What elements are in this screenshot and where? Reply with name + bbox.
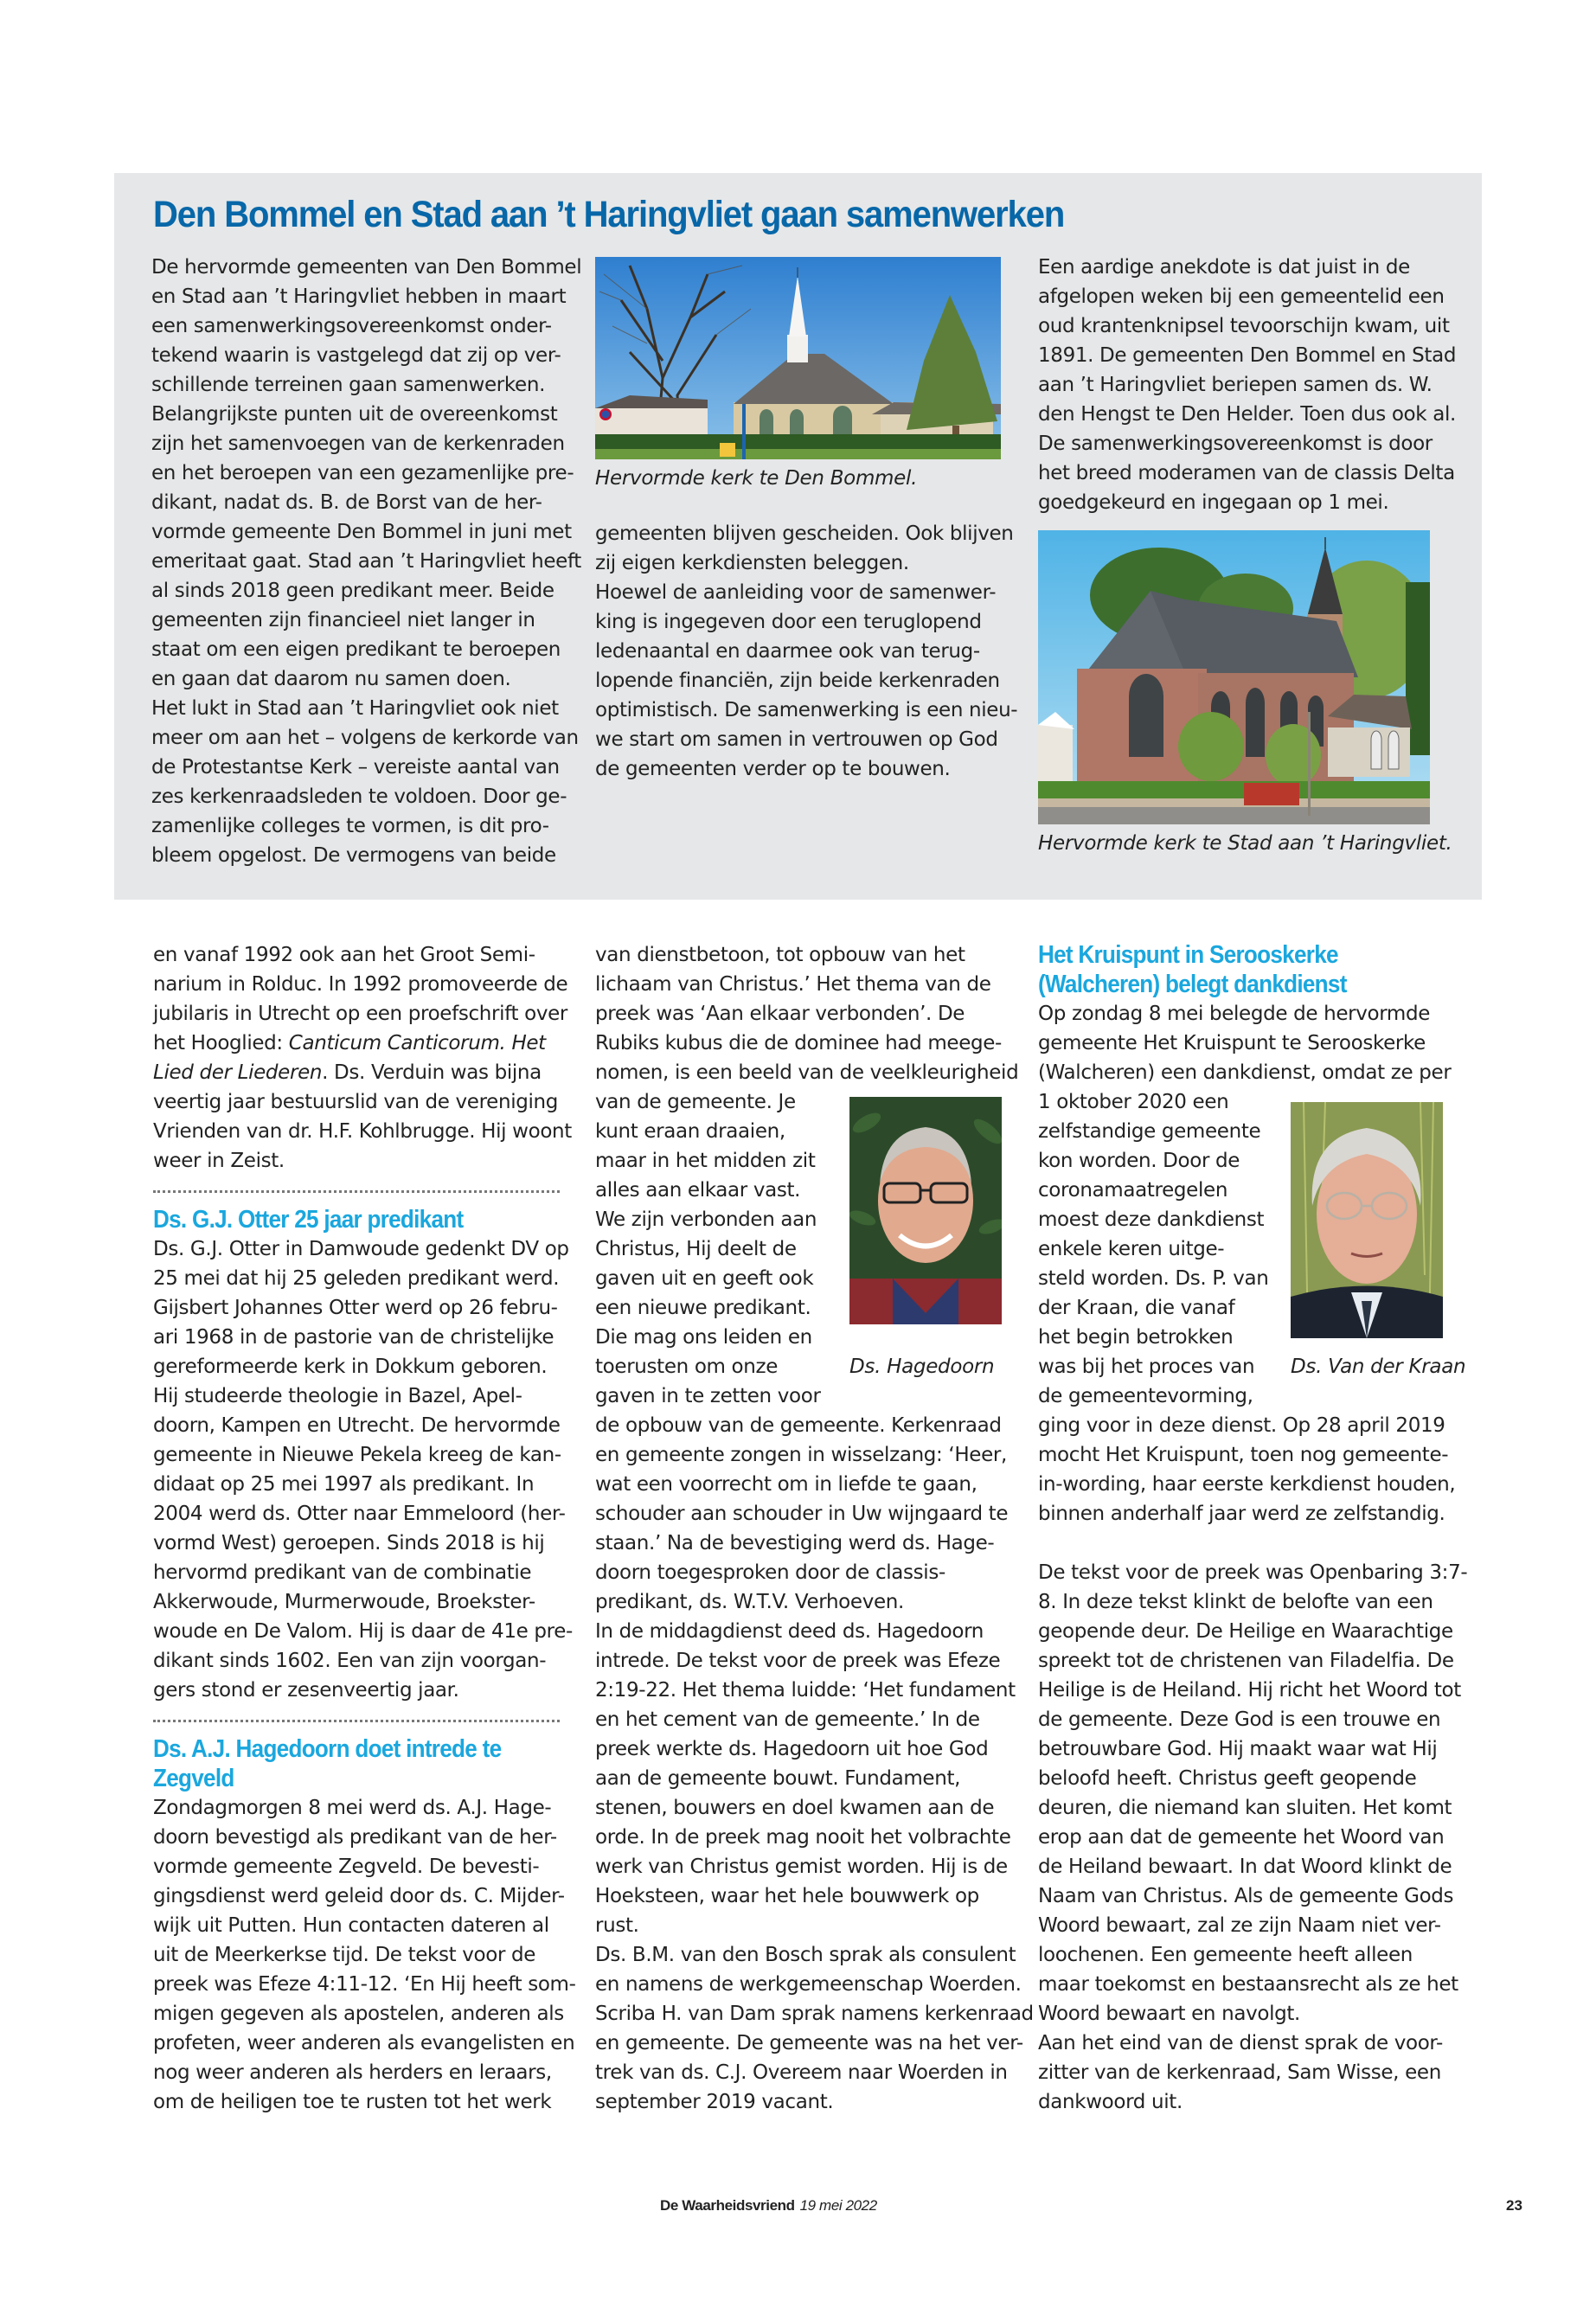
text-line: Op zondag 8 mei belegde de hervormde <box>1038 1003 1431 1025</box>
text-line: spreekt tot de christenen van Filadelfia. De <box>1038 1650 1454 1672</box>
text-line: ging voor in deze dienst. Op 28 april 2019 <box>1038 1414 1445 1437</box>
text-line: moest deze dankdienst <box>1038 1208 1265 1231</box>
text-line: Vrienden van dr. H.F. Kohlbrugge. Hij woont <box>153 1120 572 1143</box>
hagedoorn-portrait <box>849 1097 1002 1324</box>
text-line: een nieuwe predikant. <box>595 1297 811 1319</box>
page-number: 23 <box>1506 2197 1522 2214</box>
den-bommel-photo-caption: Hervormde kerk te Den Bommel. <box>595 467 918 490</box>
text-line: preek werkte ds. Hagedoorn uit hoe God <box>595 1738 989 1760</box>
text-line: deuren, die niemand kan sluiten. Het komt <box>1038 1797 1452 1819</box>
text-line: gingsdienst werd geleid door ds. C. Mijder- <box>153 1885 565 1907</box>
hagedoorn-article <box>153 1734 576 2117</box>
text-line: Heilige is de Heiland. Hij richt het Woord tot <box>1038 1679 1461 1702</box>
text-line: 1891. De gemeenten Den Bommel en Stad <box>1038 344 1457 367</box>
text-line: gemeenten zijn financieel niet langer in <box>151 609 535 631</box>
text-line: kon worden. Door de <box>1038 1150 1240 1172</box>
kruispunt-article-heading-line-1: Het Kruispunt in Serooskerke <box>1038 941 1338 969</box>
hagedoorn-portrait-caption: Ds. Hagedoorn <box>849 1356 995 1378</box>
text-line: Een aardige anekdote is dat juist in de <box>1038 256 1410 279</box>
text-line: Lied der Liederen. Ds. Verduin was bijna <box>153 1061 542 1084</box>
text-line: schouder aan schouder in Uw wijngaard te <box>595 1503 1009 1525</box>
text-line: vormde gemeente Zegveld. De bevesti- <box>153 1856 540 1878</box>
text-line: en gemeente. De gemeente was na het ver- <box>595 2032 1023 2054</box>
text-line: in-wording, haar eerste kerkdienst houden, <box>1038 1473 1456 1496</box>
text-line: preek was ‘Aan elkaar verbonden’. De <box>595 1003 965 1025</box>
otter-article <box>153 1205 573 1705</box>
text-line: profeten, weer anderen als evangelisten en <box>153 2032 575 2054</box>
text-line: dikant sinds 1602. Een van zijn voorgan- <box>153 1650 547 1672</box>
otter-article-heading: Ds. G.J. Otter 25 jaar predikant <box>153 1206 464 1234</box>
text-line: alles aan elkaar vast. <box>595 1179 801 1202</box>
text-line: wijk uit Putten. Hun contacten dateren al <box>153 1914 549 1937</box>
text-line: predikant, ds. W.T.V. Verhoeven. <box>595 1591 904 1613</box>
stad-haringvliet-photo-caption: Hervormde kerk te Stad aan ’t Haringvliet. <box>1038 832 1452 855</box>
text-line: Hij studeerde theologie in Bazel, Apel- <box>153 1385 522 1407</box>
text-line: het Hooglied: Canticum Canticorum. Het <box>153 1032 546 1054</box>
featured-article-column-3 <box>1038 253 1457 858</box>
text-line: Akkerwoude, Murmerwoude, Broekster- <box>153 1591 535 1613</box>
text-line: oud krantenknipsel tevoorschijn kwam, uit <box>1038 315 1450 337</box>
text-line: gereformeerde kerk in Dokkum geboren. <box>153 1356 548 1378</box>
section-divider <box>153 1176 560 1193</box>
text-line: betrouwbare God. Hij maakt waar wat Hij <box>1038 1738 1438 1760</box>
text-line: en het beroepen van een gezamenlijke pre- <box>151 462 574 484</box>
text-line: en het cement van de gemeente.’ In de <box>595 1708 980 1731</box>
hagedoorn-article-heading-line-1: Ds. A.J. Hagedoorn doet intrede te <box>153 1735 502 1763</box>
text-line: doorn bevestigd als predikant van de her- <box>153 1826 557 1849</box>
text-line: en vanaf 1992 ook aan het Groot Semi- <box>153 944 535 966</box>
text-line: weer in Zeist. <box>153 1150 285 1172</box>
kruispunt-article <box>1038 940 1468 2117</box>
text-line: 1 oktober 2020 een <box>1038 1091 1229 1113</box>
text-line: narium in Rolduc. In 1992 promoveerde de <box>153 973 568 996</box>
hagedoorn-article-heading-line-2: Zegveld <box>153 1765 234 1792</box>
featured-article-column-1 <box>151 253 582 870</box>
text-line: beloofd heeft. Christus geeft geopende <box>1038 1767 1417 1790</box>
text-line: gers stond er zesenveertig jaar. <box>153 1679 459 1702</box>
text-line: zij eigen kerkdiensten beleggen. <box>595 552 909 574</box>
brick-church-image <box>1038 530 1430 824</box>
text-line: gemeente in Nieuwe Pekela kreeg de kan- <box>153 1444 561 1466</box>
text-line: 2:19-22. Het thema luidde: ‘Het fundament <box>595 1679 1016 1702</box>
kruispunt-article-heading-line-2: (Walcheren) belegt dankdienst <box>1038 971 1347 998</box>
text-line: lopende financiën, zijn beide kerkenraden <box>595 670 1000 692</box>
text-line: woude en De Valom. Hij is daar de 41e pre- <box>153 1620 573 1643</box>
text-line: schillende terreinen gaan samenwerken. <box>151 374 546 396</box>
text-line: de gemeentevorming, <box>1038 1385 1253 1407</box>
publication-date: 19 mei 2022 <box>799 2197 877 2214</box>
text-line: Rubiks kubus die de dominee had meege- <box>595 1032 1002 1054</box>
text-line: het begin betrokken <box>1038 1326 1234 1349</box>
text-line: dikant, nadat ds. B. de Borst van de her- <box>151 491 542 514</box>
text-line: erop aan dat de gemeente het Woord van <box>1038 1826 1445 1849</box>
text-line: Hoeksteen, waar het hele bouwwerk op <box>595 1885 979 1907</box>
text-line: een samenwerkingsovereenkomst onder- <box>151 315 552 337</box>
text-line: staat om een eigen predikant te beroepen <box>151 638 561 661</box>
text-line: aan de gemeente bouwt. Fundament, <box>595 1767 961 1790</box>
verduin-article-continuation <box>153 940 572 1176</box>
text-line: de gemeenten verder op te bouwen. <box>595 758 951 780</box>
text-line: van de gemeente. Je <box>595 1091 796 1113</box>
text-line: zes kerkenraadsleden te voldoen. Door ge- <box>151 785 567 808</box>
text-line: stenen, bouwers en doel kwamen aan de <box>595 1797 995 1819</box>
text-line: doorn toegesproken door de classis- <box>595 1561 945 1584</box>
text-line: de Heiland bewaart. In dat Woord klinkt de <box>1038 1856 1452 1878</box>
text-line: en gemeente zongen in wisselzang: ‘Heer, <box>595 1444 1007 1466</box>
text-line: Gijsbert Johannes Otter werd op 26 febru- <box>153 1297 558 1319</box>
van-der-kraan-portrait-caption: Ds. Van der Kraan <box>1291 1356 1466 1378</box>
text-line: migen gegeven als apostelen, anderen als <box>153 2003 564 2025</box>
van-der-kraan-portrait-image <box>1291 1102 1443 1338</box>
text-line: Die mag ons leiden en <box>595 1326 812 1349</box>
text-line: geopende deur. De Heilige en Waarachtige <box>1038 1620 1453 1643</box>
text-line: Ds. G.J. Otter in Damwoude gedenkt DV op <box>153 1238 569 1260</box>
text-line: emeritaat gaat. Stad aan ’t Haringvliet heeft <box>151 550 581 573</box>
text-line: intrede. De tekst voor de preek was Efeze <box>595 1650 1001 1672</box>
text-line: De samenwerkingsovereenkomst is door <box>1038 433 1433 455</box>
text-line: Zondagmorgen 8 mei werd ds. A.J. Hage- <box>153 1797 552 1819</box>
text-line: meer om aan het – volgens de kerkorde van <box>151 727 579 749</box>
featured-article-box <box>114 173 1482 900</box>
text-line: Christus, Hij deelt de <box>595 1238 797 1260</box>
text-line: al sinds 2018 geen predikant meer. Beide <box>151 580 554 602</box>
text-line: jubilaris in Utrecht op een proefschrift over <box>153 1003 568 1025</box>
text-line: der Kraan, die vanaf <box>1038 1297 1235 1319</box>
text-line: preek was Efeze 4:11-12. ‘En Hij heeft som- <box>153 1973 576 1996</box>
news-column-2 <box>595 940 1034 2117</box>
text-line: afgelopen weken bij een gemeentelid een <box>1038 285 1445 308</box>
text-line: toerusten om onze <box>595 1356 779 1378</box>
text-line: De hervormde gemeenten van Den Bommel <box>151 256 582 279</box>
text-line: bleem opgelost. De vermogens van beide <box>151 844 556 867</box>
text-line: het breed moderamen van de classis Delta <box>1038 462 1455 484</box>
text-line: binnen anderhalf jaar werd ze zelfstandig. <box>1038 1503 1445 1525</box>
text-line: Het lukt in Stad aan ’t Haringvliet ook niet <box>151 697 559 720</box>
text-line: de gemeente. Deze God is een trouwe en <box>1038 1708 1441 1731</box>
text-line: werk van Christus gemist worden. Hij is de <box>595 1856 1008 1878</box>
featured-article-title: Den Bommel en Stad aan ’t Haringvliet gaan samenwerken <box>153 194 1065 235</box>
text-line: was bij het proces van <box>1038 1356 1255 1378</box>
text-line: gemeenten blijven gescheiden. Ook blijven <box>595 522 1014 545</box>
stad-haringvliet-church-photo <box>1038 530 1430 824</box>
text-line: Naam van Christus. Als de gemeente Gods <box>1038 1885 1454 1907</box>
text-line: maar toekomst en bestaansrecht als ze het <box>1038 1973 1458 1996</box>
text-line: De tekst voor de preek was Openbaring 3:7- <box>1038 1561 1468 1584</box>
text-line: Belangrijkste punten uit de overeenkomst <box>151 403 558 426</box>
text-line: gemeente Het Kruispunt te Serooskerke <box>1038 1032 1426 1054</box>
text-line: aan ’t Haringvliet beriepen samen ds. W. <box>1038 374 1433 396</box>
text-line: ledenaantal en daarmee ook van terug- <box>595 640 980 663</box>
book-title-italic: Canticum Canticorum. Het <box>288 1032 546 1054</box>
den-bommel-church-photo <box>595 257 1001 459</box>
publication-name: De Waarheidsvriend 19 mei 2022 <box>660 2197 877 2214</box>
text-line: om de heiligen toe te rusten tot het werk <box>153 2091 552 2113</box>
text-line: steld worden. Ds. P. van <box>1038 1267 1269 1290</box>
text-line: trek van ds. C.J. Overeem naar Woerden in <box>595 2061 1008 2084</box>
text-line: In de middagdienst deed ds. Hagedoorn <box>595 1620 984 1643</box>
text-line: maar in het midden zit <box>595 1150 816 1172</box>
text-line: Woord bewaart en navolgt. <box>1038 2003 1300 2025</box>
text-line: Ds. B.M. van den Bosch sprak als consulent <box>595 1944 1016 1966</box>
text-line: orde. In de preek mag nooit het volbrachte <box>595 1826 1011 1849</box>
text-line: dankwoord uit. <box>1038 2091 1183 2113</box>
text-line: Aan het eind van de dienst sprak de voor- <box>1038 2032 1443 2054</box>
text-line: vormde gemeente Den Bommel in juni met <box>151 521 572 543</box>
text-line: 2004 werd ds. Otter naar Emmeloord (her- <box>153 1503 566 1525</box>
text-line: nog weer anderen als herders en leraars, <box>153 2061 552 2084</box>
text-line: gaven in te zetten voor <box>595 1385 821 1407</box>
text-line: Woord bewaart, zal ze zijn Naam niet ver- <box>1038 1914 1441 1937</box>
news-column-1 <box>153 940 576 2117</box>
van-der-kraan-portrait <box>1291 1102 1443 1338</box>
text-line: de opbouw van de gemeente. Kerkenraad <box>595 1414 1002 1437</box>
text-line: tekend waarin is vastgelegd dat zij op ver- <box>151 344 561 367</box>
text-line: veertig jaar bestuurslid van de vereniging <box>153 1091 559 1113</box>
text-line: vormd West) geroepen. Sinds 2018 is hij <box>153 1532 545 1554</box>
text-line: uit de Meerkerkse tijd. De tekst voor de <box>153 1944 536 1966</box>
text-line: zamenlijke colleges te vormen, is dit pro- <box>151 815 549 837</box>
book-title-italic: Lied der Liederen <box>153 1061 323 1084</box>
text-line: hervormd predikant van de combinatie <box>153 1561 532 1584</box>
text-line: goedgekeurd en ingegaan op 1 mei. <box>1038 491 1389 514</box>
text-line: optimistisch. De samenwerking is een nieu- <box>595 699 1018 721</box>
text-line: zelfstandige gemeente <box>1038 1120 1261 1143</box>
text-line: didaat op 25 mei 1997 als predikant. In <box>153 1473 535 1496</box>
featured-article-column-2 <box>595 257 1018 784</box>
text-line: (Walcheren) een dankdienst, omdat ze per <box>1038 1061 1452 1084</box>
text-line: We zijn verbonden aan <box>595 1208 817 1231</box>
text-line: en Stad aan ’t Haringvliet hebben in maart <box>151 285 567 308</box>
text-line: Hoewel de aanleiding voor de samenwer- <box>595 581 997 604</box>
text-line: van dienstbetoon, tot opbouw van het <box>595 944 965 966</box>
text-line: doorn, Kampen en Utrecht. De hervormde <box>153 1414 561 1437</box>
text-line: kunt eraan draaien, <box>595 1120 785 1143</box>
text-line: en gaan dat daarom nu samen doen. <box>151 668 511 690</box>
text-line: loochenen. Een gemeente heeft alleen <box>1038 1944 1413 1966</box>
text-line: wat een voorrecht om in liefde te gaan, <box>595 1473 977 1496</box>
church-spire-image <box>595 257 1001 459</box>
text-line: we start om samen in vertrouwen op God <box>595 728 998 751</box>
text-line: Scriba H. van Dam sprak namens kerkenraad <box>595 2003 1034 2025</box>
text-line: staan.’ Na de bevestiging werd ds. Hage- <box>595 1532 995 1554</box>
text-line: lichaam van Christus.’ Het thema van de <box>595 973 991 996</box>
text-line: 25 mei dat hij 25 geleden predikant werd. <box>153 1267 560 1290</box>
text-line: en namens de werkgemeenschap Woerden. <box>595 1973 1022 1996</box>
text-line: den Hengst te Den Helder. Toen dus ook al. <box>1038 403 1456 426</box>
text-line: de Protestantse Kerk – vereiste aantal van <box>151 756 560 779</box>
news-column-3 <box>1038 940 1468 2117</box>
text-line: ari 1968 in de pastorie van de christelijke <box>153 1326 554 1349</box>
text-line: gaven uit en geeft ook <box>595 1267 814 1290</box>
text-line: king is ingegeven door een teruglopend <box>595 611 982 633</box>
section-divider <box>153 1705 560 1722</box>
text-line: mocht Het Kruispunt, toen nog gemeente- <box>1038 1444 1449 1466</box>
text-line: coronamaatregelen <box>1038 1179 1228 1202</box>
text-line: rust. <box>595 1914 639 1937</box>
text-line: zitter van de kerkenraad, Sam Wisse, een <box>1038 2061 1441 2084</box>
text-line: september 2019 vacant. <box>595 2091 834 2113</box>
text-line: zijn het samenvoegen van de kerkenraden <box>151 433 565 455</box>
text-line: nomen, is een beeld van de veelkleurigheid <box>595 1061 1019 1084</box>
text-line: enkele keren uitge- <box>1038 1238 1225 1260</box>
text-line: 8. In deze tekst klinkt de belofte van een <box>1038 1591 1433 1613</box>
hagedoorn-portrait-image <box>849 1097 1002 1324</box>
